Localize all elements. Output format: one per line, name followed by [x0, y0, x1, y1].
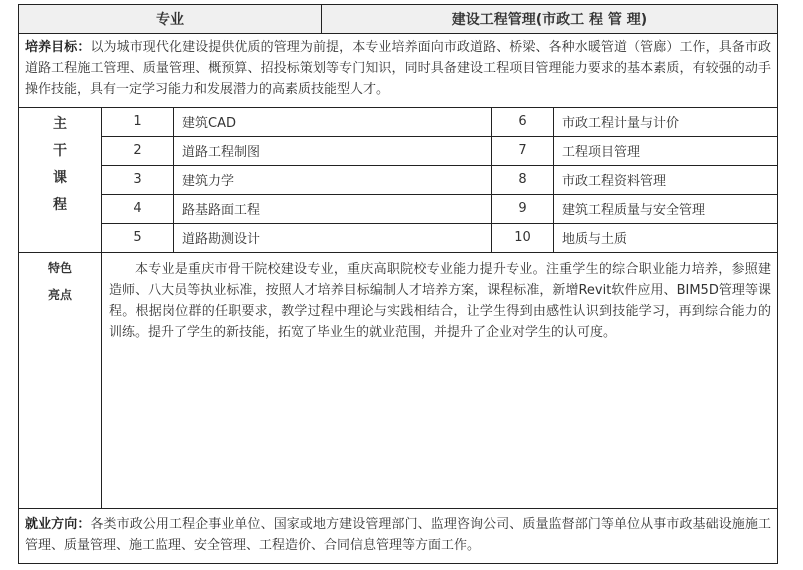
course-number: 6	[518, 114, 527, 129]
major-label: 专业	[156, 12, 184, 28]
divider	[19, 252, 777, 253]
features-text: 本专业是重庆市骨干院校建设专业，重庆高职院校专业能力提升专业。注重学生的综合职业能力培养，参照建造师、八大员等执业标准，按照人才培养目标编制人才培养方案，课程标准，新增Revit软件应用、BIM5D管理等课程。根据岗位群的任职要求，教学过程中理论与实践相结合，让学生得到由感性认识到技能学习，再到综合能力的训练。提升了学生的新技能，拓宽了毕业生的就业范围，并提升了企业对学生的认可度。	[109, 262, 771, 340]
course-name: 路基路面工程	[182, 203, 261, 218]
course-number: 9	[518, 201, 527, 216]
objective-label: 培养目标：	[25, 40, 91, 55]
course-name: 工程项目管理	[562, 145, 641, 160]
features-label-line: 亮点	[47, 288, 72, 302]
employment-label: 就业方向：	[25, 517, 91, 532]
program-table	[18, 4, 778, 564]
features-label-line: 特色	[47, 261, 72, 275]
label-char: 主	[53, 116, 67, 132]
label-char: 程	[53, 197, 67, 213]
course-number: 7	[518, 143, 527, 158]
course-number: 8	[518, 172, 527, 187]
course-name: 市政工程资料管理	[562, 174, 667, 189]
course-number: 5	[133, 230, 142, 245]
course-name: 建筑力学	[182, 174, 235, 189]
course-name: 道路勘测设计	[182, 232, 261, 247]
label-char: 干	[53, 143, 67, 159]
objective-text: 以为城市现代化建设提供优质的管理为前提，本专业培养面向市政道路、桥梁、各种水暖管道（管廊）工作，具备市政道路工程施工管理、质量管理、概预算、招投标策划等专门知识，同时具备建设工程项目管理能力要求的基本素质，有较强的动手操作技能，具有一定学习能力和发展潜力的高素质技能型人才。	[25, 40, 771, 97]
course-number: 2	[133, 143, 142, 158]
features-label	[19, 255, 101, 309]
employment-text: 各类市政公用工程企事业单位、国家或地方建设管理部门、监理咨询公司、质量监督部门等单位从事市政基础设施施工管理、质量管理、施工监理、安全管理、工程造价、合同信息管理等方面工作。	[25, 517, 771, 553]
major-name: 建设工程管理(市政工 程 管 理)	[451, 12, 648, 28]
course-name: 建筑CAD	[182, 116, 236, 131]
course-number: 1	[133, 114, 142, 129]
course-name: 道路工程制图	[182, 145, 261, 160]
objective-section	[25, 37, 771, 100]
divider	[19, 33, 777, 34]
core-courses-label	[19, 111, 101, 219]
label-char: 课	[53, 170, 67, 186]
course-name: 建筑工程质量与安全管理	[562, 203, 706, 218]
course-name: 市政工程计量与计价	[562, 116, 680, 131]
course-number: 3	[133, 172, 142, 187]
course-name: 地质与土质	[562, 232, 628, 247]
course-number: 10	[514, 230, 531, 245]
course-number: 4	[133, 201, 142, 216]
divider	[19, 508, 777, 509]
employment-section	[25, 514, 771, 556]
